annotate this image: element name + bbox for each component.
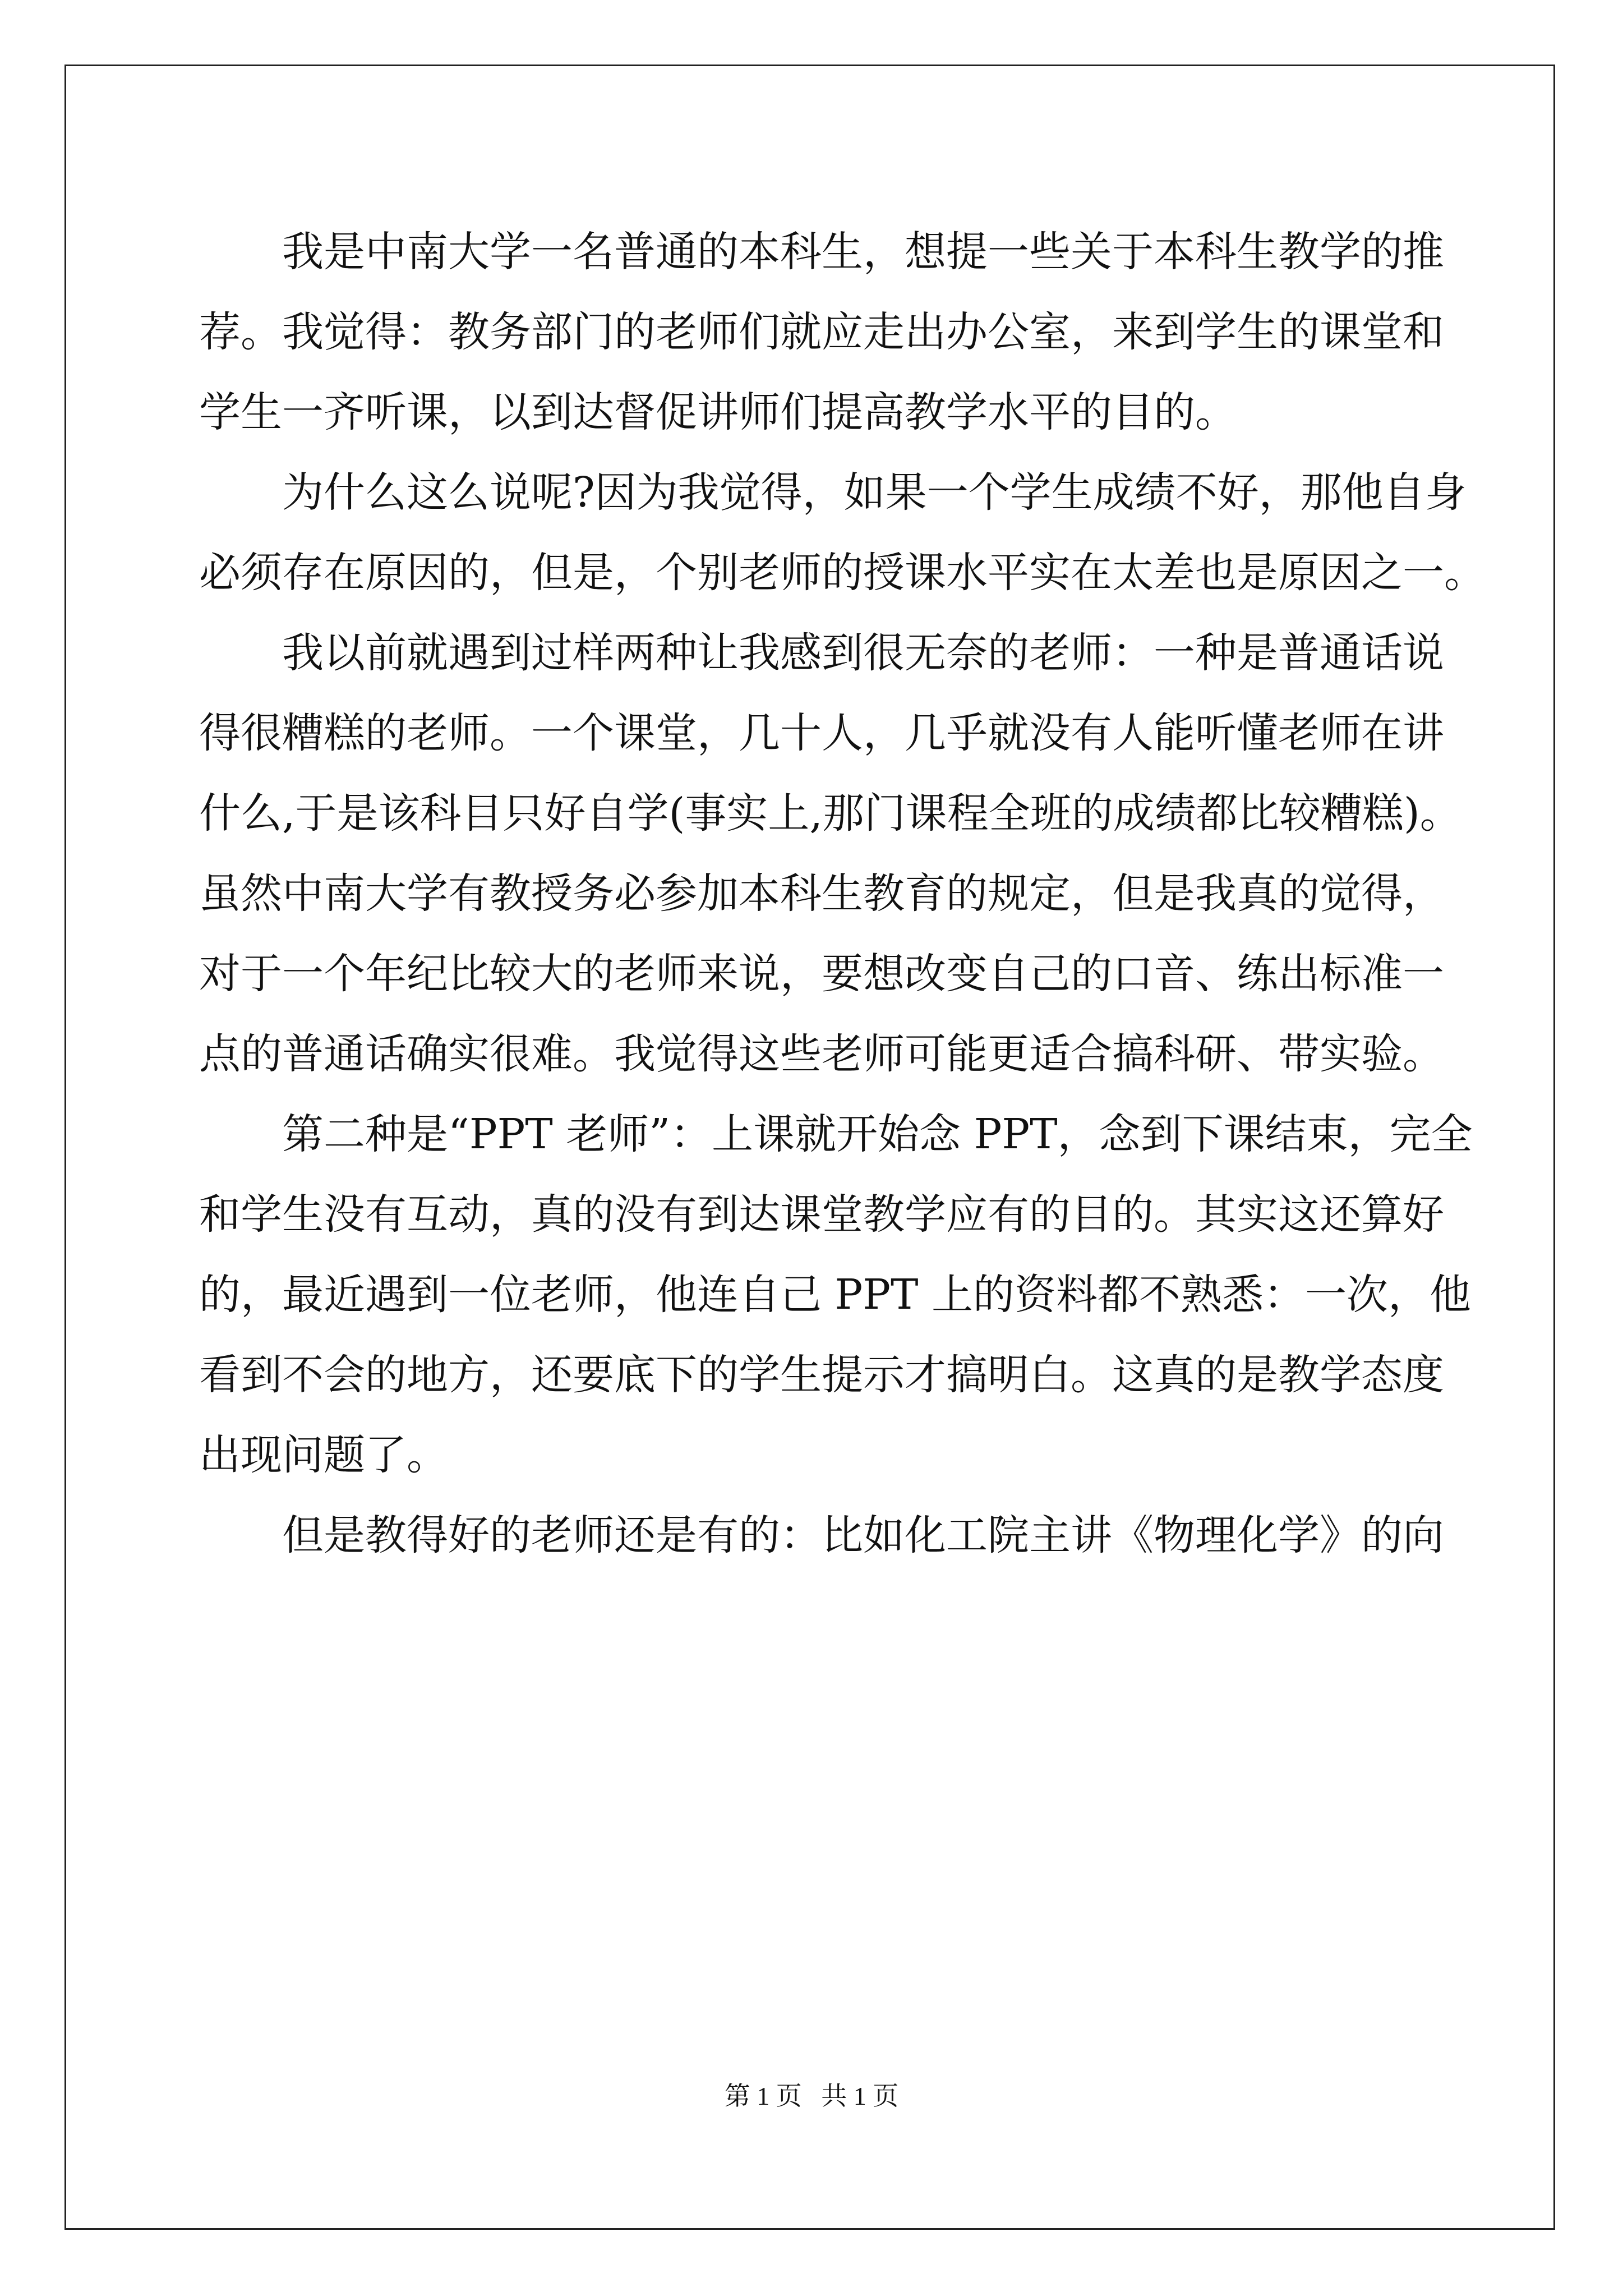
- text-line: 为什么这么说呢?因为我觉得，如果一个学生成绩不好，那他自身: [282, 468, 1467, 517]
- text-line: 学生一齐听课，以到达督促讲师们提高教学水平的目的。: [199, 388, 1237, 436]
- text-line: 第二种是“PPT 老师”：上课就开始念 PPT，念到下课结束，完全: [282, 1110, 1473, 1158]
- text-line: 对于一个年纪比较大的老师来说，要想改变自己的口音、练出标准一: [199, 950, 1444, 998]
- text-line: 必须存在原因的，但是，个别老师的授课水平实在太差也是原因之一。: [199, 549, 1486, 597]
- text-line: 我以前就遇到过样两种让我感到很无奈的老师：一种是普通话说: [282, 629, 1444, 677]
- text-line: 出现问题了。: [199, 1431, 448, 1479]
- text-line: 点的普通话确实很难。我觉得这些老师可能更适合搞科研、带实验。: [199, 1030, 1444, 1078]
- document-body: [199, 212, 1486, 1576]
- text-line: 的，最近遇到一位老师，他连自己 PPT 上的资料都不熟悉：一次，他: [199, 1271, 1471, 1319]
- text-line: 荐。我觉得：教务部门的老师们就应走出办公室，来到学生的课堂和: [199, 308, 1444, 356]
- text-line: 看到不会的地方，还要底下的学生提示才搞明白。这真的是教学态度: [199, 1351, 1444, 1399]
- text-line: 虽然中南大学有教授务必参加本科生教育的规定，但是我真的觉得，: [199, 869, 1444, 918]
- text-line: 得很糟糕的老师。一个课堂，几十人，几乎就没有人能听懂老师在讲: [199, 709, 1444, 757]
- page-number-footer: 第 1 页 共 1 页: [724, 2082, 899, 2110]
- text-line: 我是中南大学一名普通的本科生，想提一些关于本科生教学的推: [282, 228, 1444, 276]
- text-line: 什么,于是该科目只好自学(事实上,那门课程全班的成绩都比较糟糕)。: [199, 789, 1461, 838]
- text-line: 但是教得好的老师还是有的：比如化工院主讲《物理化学》的向: [282, 1511, 1444, 1559]
- text-line: 和学生没有互动，真的没有到达课堂教学应有的目的。其实这还算好: [199, 1190, 1444, 1239]
